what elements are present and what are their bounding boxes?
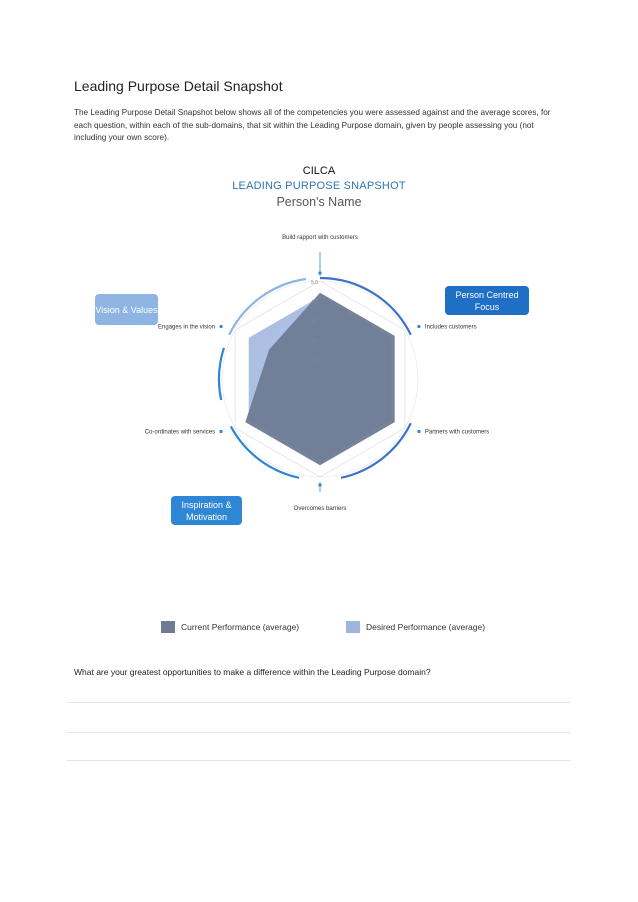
category-label: Engages in the vision	[158, 324, 216, 331]
category-marker	[219, 430, 222, 433]
tick-label: 4.0	[311, 319, 318, 326]
answer-line-3[interactable]	[67, 760, 571, 761]
tick-label: 5.0	[311, 280, 318, 286]
reflection-question: What are your greatest opportunities to make a difference within the Leading Purpose domain?	[74, 667, 431, 677]
category-marker	[417, 430, 420, 433]
category-label: Build rapport with customers	[282, 235, 358, 241]
legend-swatch-current	[161, 621, 175, 633]
intro-paragraph: The Leading Purpose Detail Snapshot below shows all of the competencies you were assessed against and the average scores, for each question, within each of the sub-domains, that sit within the Leading Purpose domain, given by people assessing you (not including your own score).	[74, 108, 551, 142]
tick-label: 4.5	[311, 299, 318, 306]
radar-chart	[0, 230, 638, 530]
legend-swatch-desired	[346, 621, 360, 633]
legend-desired	[346, 621, 485, 633]
category-marker	[318, 483, 321, 486]
chart-header-line1: CILCA	[302, 165, 336, 177]
tick-label: 3.0	[311, 358, 318, 365]
category-label: Partners with customers	[424, 429, 490, 436]
badge-person-centred-focus: Person Centred Focus	[445, 286, 529, 315]
page-title: Leading Purpose Detail Snapshot	[74, 78, 283, 94]
legend-label-current: Current Performance (average)	[181, 622, 300, 632]
chart-header-line2: LEADING PURPOSE SNAPSHOT	[232, 180, 406, 192]
category-marker	[318, 271, 321, 274]
category-label: Co-ordinates with services	[144, 429, 216, 436]
arc-inspiration-motivation-left	[219, 348, 224, 400]
legend-current	[161, 621, 299, 633]
category-label: Includes customers	[424, 324, 477, 331]
chart-header-line3: Person's Name	[276, 195, 362, 209]
answer-line-2[interactable]	[67, 732, 571, 733]
category-marker	[219, 325, 222, 328]
answer-line-1[interactable]	[67, 702, 571, 703]
badge-inspiration-motivation: Inspiration & Motivation	[171, 496, 242, 525]
current-performance-area	[245, 293, 394, 465]
category-marker	[417, 325, 420, 328]
badge-vision-values: Vision & Values	[95, 294, 158, 325]
tick-label: 3.5	[311, 338, 318, 345]
legend-label-desired: Desired Performance (average)	[366, 622, 486, 632]
category-label: Overcomes barriers	[293, 506, 347, 512]
